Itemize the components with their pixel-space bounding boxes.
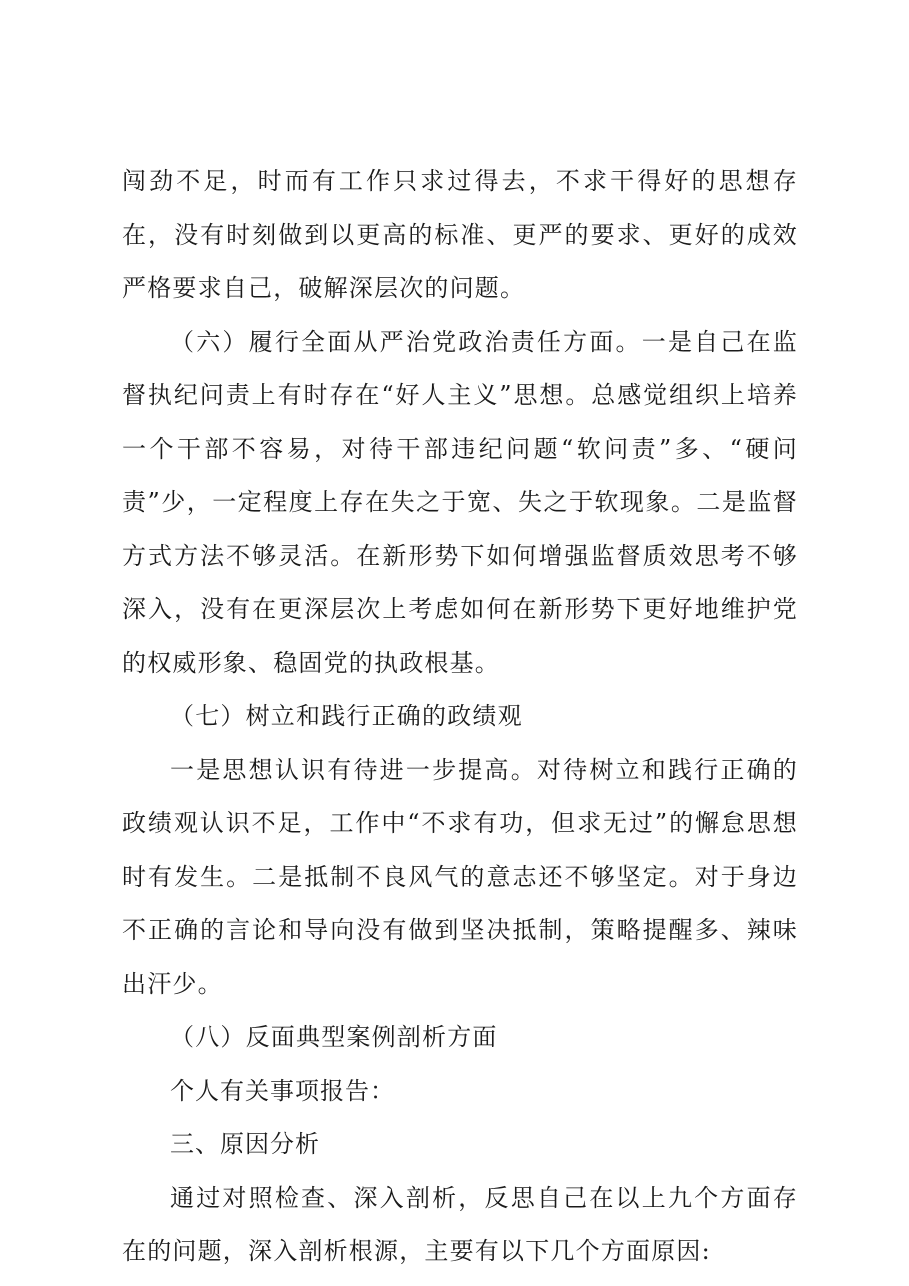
paragraph-section-seven-body: 一是思想认识有待进一步提高。对待树立和践行正确的政绩观认识不足，工作中“不求有功，但求无过”的懈怠思想时有发生。二是抵制不良风气的意志还不够坚定。对于身边不正确的言论和导向没有做到坚决抵制，策略提醒多、辣味出汗少。 [122, 755, 798, 998]
document-body [122, 155, 798, 1279]
paragraph-continued: 闯劲不足，时而有工作只求过得去，不求干得好的思想存在，没有时刻做到以更高的标准、更严的要求、更好的成效严格要求自己，破解深层次的问题。 [122, 167, 798, 302]
heading-personal-report: 个人有关事项报告： [170, 1076, 395, 1105]
heading-cause-analysis: 三、原因分析 [170, 1130, 320, 1158]
heading-section-eight: （八）反面典型案例剖析方面 [170, 1023, 498, 1051]
heading-section-seven: （七）树立和践行正确的政绩观 [170, 702, 523, 730]
paragraph-cause-intro: 通过对照检查、深入剖析，反思自己在以上九个方面存在的问题，深入剖析根源，主要有以下几个方面原因: [122, 1183, 798, 1265]
paragraph-section-six: （六）履行全面从严治党政治责任方面。一是自己在监督执纪问责上有时存在“好人主义”思想。总感觉组织上培养一个干部不容易，对待干部违纪问题“软问责”多、“硬问责”少，一定程度上存在失之于宽、失之于软现象。二是监督方式方法不够灵活。在新形势下如何增强监督质效思考不够深入，没有在更深层次上考虑如何在新形势下更好地维护党的权威形象、稳固党的执政根基。 [122, 327, 798, 677]
